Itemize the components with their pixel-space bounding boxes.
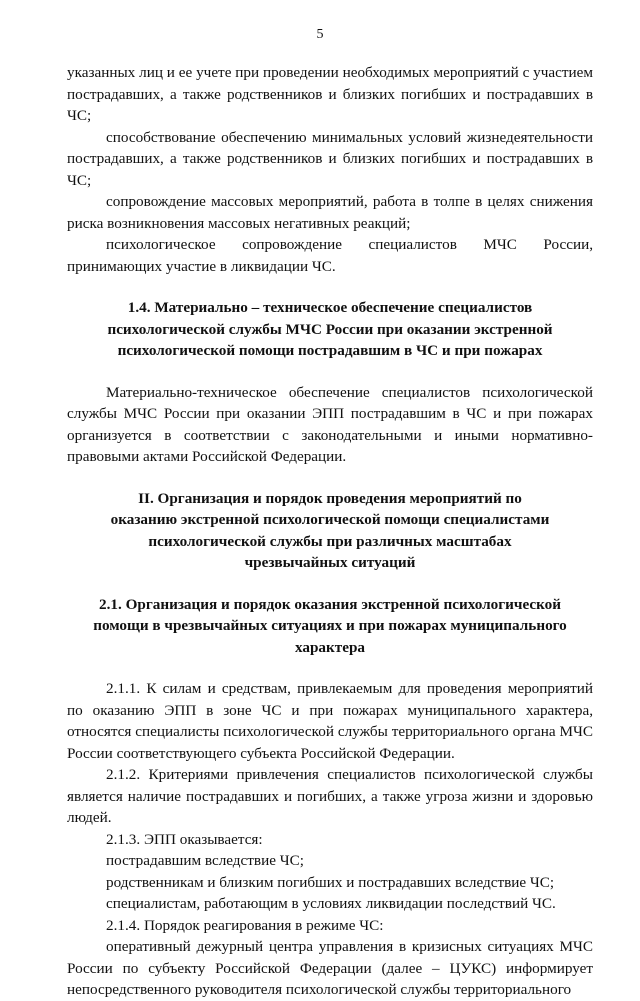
- word: России,: [543, 236, 593, 253]
- word: психологическое: [106, 236, 216, 253]
- section-2-1-heading: 2.1. Организация и порядок оказания экстренной психологической помощи в чрезвычайных ситуациях и при пожарах муниципального характера: [93, 595, 567, 656]
- paragraph-2-1-1: 2.1.1. К силам и средствам, привлекаемым для проведения мероприятий по оказанию ЭПП в зоне ЧС и при пожарах муниципального характера, относятся специалисты психологической службы территориального органа МЧС России соответствующего субъекта Российской Федерации.: [67, 680, 593, 762]
- word: специалистов: [368, 236, 457, 253]
- intro-paragraph-4-line: [67, 234, 593, 256]
- intro-paragraph-2: способствование обеспечению минимальных условий жизнедеятельности пострадавших, а также родственников и близких погибших и пострадавших в ЧС;: [67, 128, 593, 189]
- list-item: специалистам, работающим в условиях ликвидации последствий ЧС.: [106, 895, 556, 912]
- paragraph-2-1-2: 2.1.2. Критериями привлечения специалистов психологической службы является наличие пострадавших и погибших, а также угроза жизни и здоровью людей.: [67, 766, 593, 826]
- intro-paragraph-1: указанных лиц и ее учете при проведении необходимых мероприятий с участием пострадавших, а также родственников и близких погибших и пострадавших в ЧС;: [67, 64, 593, 124]
- document-body: [67, 62, 593, 1001]
- page-number: 5: [316, 27, 324, 42]
- word: сопровождение: [242, 236, 342, 253]
- list-item: родственникам и близким погибших и пострадавших вследствие ЧС;: [106, 873, 555, 891]
- intro-paragraph-3: сопровождение массовых мероприятий, работа в толпе в целях снижения риска возникновения массовых негативных реакций;: [67, 193, 593, 232]
- word: МЧС: [483, 236, 517, 253]
- paragraph-2-1-3: 2.1.3. ЭПП оказывается:: [106, 830, 263, 848]
- paragraph-2-1-4: 2.1.4. Порядок реагирования в режиме ЧС:: [106, 916, 384, 934]
- section-II-heading: II. Организация и порядок проведения мероприятий по оказанию экстренной психологической помощи специалистами психологической службы при различных масштабах чрезвычайных ситуаций: [110, 489, 550, 571]
- section-1-4-heading: 1.4. Материально – техническое обеспечение специалистов психологической службы МЧС России при оказании экстренной психологической помощи пострадавшим в ЧС и при пожарах: [107, 299, 553, 359]
- list-item: пострадавшим вследствие ЧС;: [106, 852, 304, 869]
- paragraph-final: оперативный дежурный центра управления в кризисных ситуациях МЧС России по субъекту Российской Федерации (далее – ЦУКС) информирует непосредственного руководителя психологической службы территориального: [67, 938, 593, 998]
- intro-paragraph-4-end: принимающих участие в ликвидации ЧС.: [67, 257, 336, 275]
- section-1-4-text: Материально-техническое обеспечение специалистов психологической службы МЧС России при оказании ЭПП пострадавшим в ЧС и при пожарах организуется в соответствии с законодательными и иными нормативно-правовыми актами Российской Федерации.: [67, 383, 593, 465]
